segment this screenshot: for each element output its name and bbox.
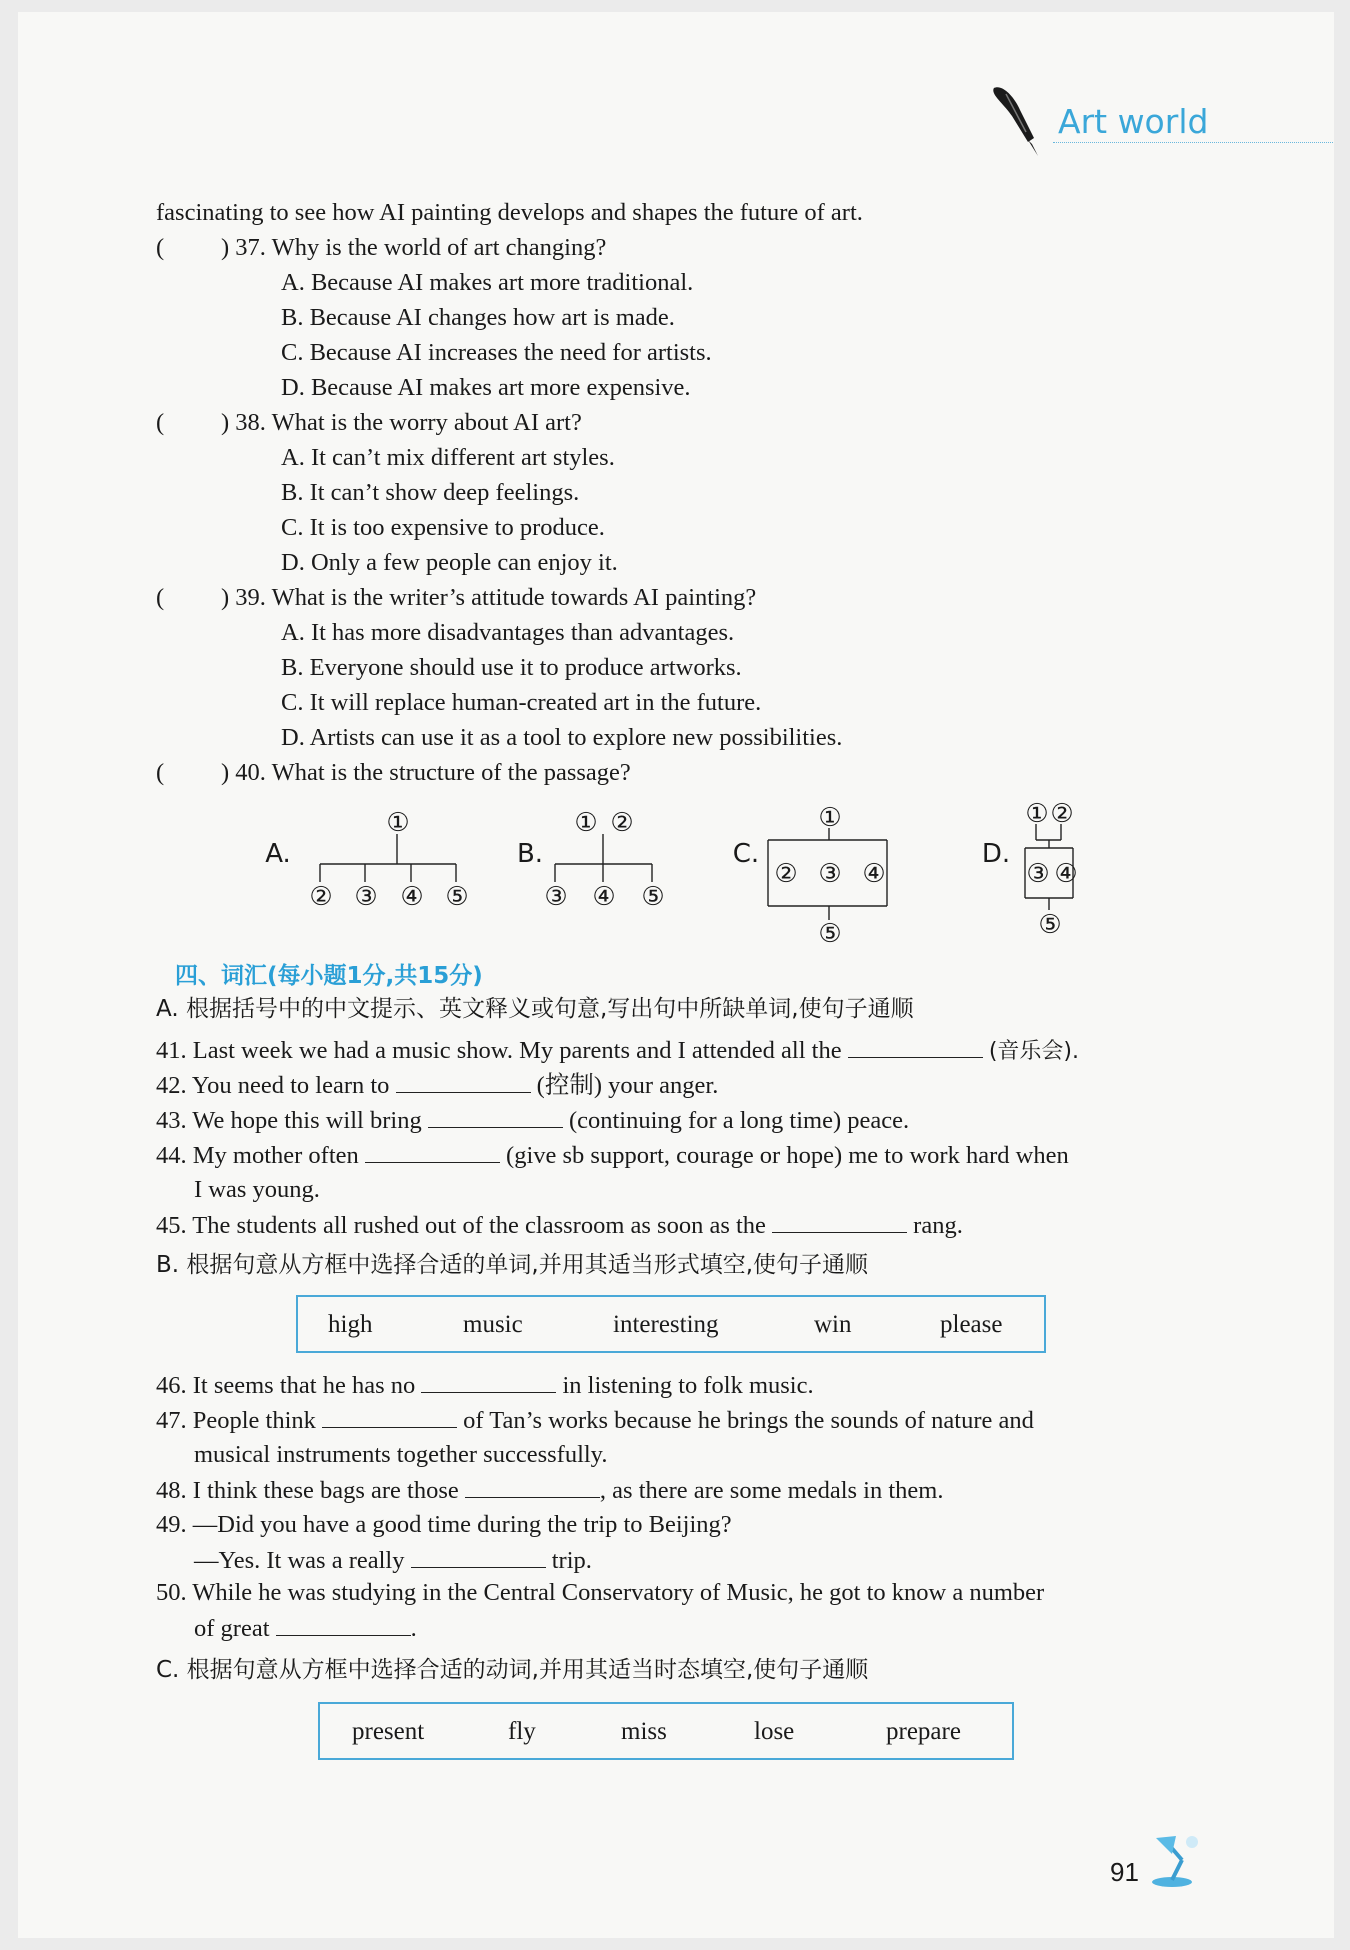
option: C. Because AI increases the need for artists. xyxy=(281,339,712,366)
page-number: 91 xyxy=(1110,1857,1139,1887)
word-option: prepare xyxy=(886,1718,961,1745)
option: A. It has more disadvantages than advantages. xyxy=(281,619,735,646)
circled-number: ④ xyxy=(1054,859,1078,889)
diagram-label-d: D. xyxy=(981,839,1011,869)
diagram-label-a: A. xyxy=(265,839,291,869)
answer-paren: ( xyxy=(156,234,165,261)
part-b-title: B. 根据句意从方框中选择合适的单词,并用其适当形式填空,使句子通顺 xyxy=(156,1252,869,1278)
question-45: 45. The students all rushed out of the classroom as soon as the rang. xyxy=(156,1212,963,1239)
circled-number: ③ xyxy=(354,882,378,912)
header-title: Art world xyxy=(1058,102,1209,141)
structure-diagrams xyxy=(18,782,1334,952)
option: B. Everyone should use it to produce artworks. xyxy=(281,654,742,681)
option: D. Only a few people can enjoy it. xyxy=(281,549,618,576)
question-42: 42. You need to learn to (控制) your anger. xyxy=(156,1072,719,1099)
option: C. It is too expensive to produce. xyxy=(281,514,605,541)
circled-number: ① xyxy=(818,803,842,833)
section-title: 四、词汇(每小题1分,共15分) xyxy=(175,963,483,989)
word-option: lose xyxy=(754,1718,795,1745)
question-37: ) 37. Why is the world of art changing? xyxy=(221,234,607,261)
word-option: win xyxy=(814,1311,852,1338)
circled-number: ① xyxy=(1025,799,1049,829)
option: A. Because AI makes art more traditional. xyxy=(281,269,694,296)
header-rule xyxy=(1053,142,1334,143)
circled-number: ③ xyxy=(544,882,568,912)
circled-number: ⑤ xyxy=(1038,910,1062,940)
option: D. Artists can use it as a tool to explore new possibilities. xyxy=(281,724,843,751)
question-40: ) 40. What is the structure of the passage? xyxy=(221,759,631,786)
question-50-cont: of great . xyxy=(194,1615,417,1642)
question-41: 41. Last week we had a music show. My parents and I attended all the (音乐会). xyxy=(156,1037,1079,1064)
part-c-title: C. 根据句意从方框中选择合适的动词,并用其适当时态填空,使句子通顺 xyxy=(156,1657,869,1683)
word-option: please xyxy=(940,1311,1003,1338)
word-option: high xyxy=(328,1311,373,1338)
answer-paren: ( xyxy=(156,759,165,786)
question-44-cont: I was young. xyxy=(194,1176,320,1203)
passage-end: fascinating to see how AI painting develops and shapes the future of art. xyxy=(156,199,863,226)
answer-paren: ( xyxy=(156,409,165,436)
circled-number: ① xyxy=(386,808,410,838)
diagram-label-c: C. xyxy=(732,839,760,869)
circled-number: ⑤ xyxy=(445,882,469,912)
question-39: ) 39. What is the writer’s attitude towards AI painting? xyxy=(221,584,757,611)
question-50: 50. While he was studying in the Central Conservatory of Music, he got to know a number xyxy=(156,1579,1045,1606)
option: B. Because AI changes how art is made. xyxy=(281,304,675,331)
circled-number: ③ xyxy=(1026,859,1050,889)
desk-lamp-icon xyxy=(1146,1830,1206,1890)
part-a-title: A. 根据括号中的中文提示、英文释义或句意,写出句中所缺单词,使句子通顺 xyxy=(156,996,914,1022)
question-44: 44. My mother often (give sb support, courage or hope) me to work hard when xyxy=(156,1142,1069,1169)
question-46: 46. It seems that he has no in listening to folk music. xyxy=(156,1372,814,1399)
question-43: 43. We hope this will bring (continuing for a long time) peace. xyxy=(156,1107,910,1134)
pen-nib-icon xyxy=(986,82,1046,162)
circled-number: ③ xyxy=(818,859,842,889)
circled-number: ④ xyxy=(862,859,886,889)
question-49: 49. —Did you have a good time during the trip to Beijing? xyxy=(156,1511,732,1538)
option: D. Because AI makes art more expensive. xyxy=(281,374,691,401)
question-48: 48. I think these bags are those , as there are some medals in them. xyxy=(156,1477,944,1504)
answer-paren: ( xyxy=(156,584,165,611)
option: C. It will replace human-created art in the future. xyxy=(281,689,762,716)
circled-number: ① xyxy=(574,808,598,838)
word-option: present xyxy=(352,1718,425,1745)
workbook-page xyxy=(18,12,1334,1938)
circled-number: ⑤ xyxy=(818,919,842,949)
question-47: 47. People think of Tan’s works because he brings the sounds of nature and xyxy=(156,1407,1034,1434)
word-option: interesting xyxy=(613,1311,719,1338)
circled-number: ② xyxy=(1050,799,1074,829)
circled-number: ② xyxy=(610,808,634,838)
diagram-label-b: B. xyxy=(516,839,544,869)
word-option: music xyxy=(463,1311,523,1338)
option: B. It can’t show deep feelings. xyxy=(281,479,580,506)
circled-number: ② xyxy=(309,882,333,912)
circled-number: ② xyxy=(774,859,798,889)
question-47-cont: musical instruments together successfully. xyxy=(194,1441,608,1468)
circled-number: ④ xyxy=(400,882,424,912)
question-38: ) 38. What is the worry about AI art? xyxy=(221,409,582,436)
word-option: fly xyxy=(508,1718,536,1745)
circled-number: ④ xyxy=(592,882,616,912)
option: A. It can’t mix different art styles. xyxy=(281,444,615,471)
circled-number: ⑤ xyxy=(641,882,665,912)
word-option: miss xyxy=(621,1718,667,1745)
question-49-reply: —Yes. It was a really trip. xyxy=(194,1547,592,1574)
